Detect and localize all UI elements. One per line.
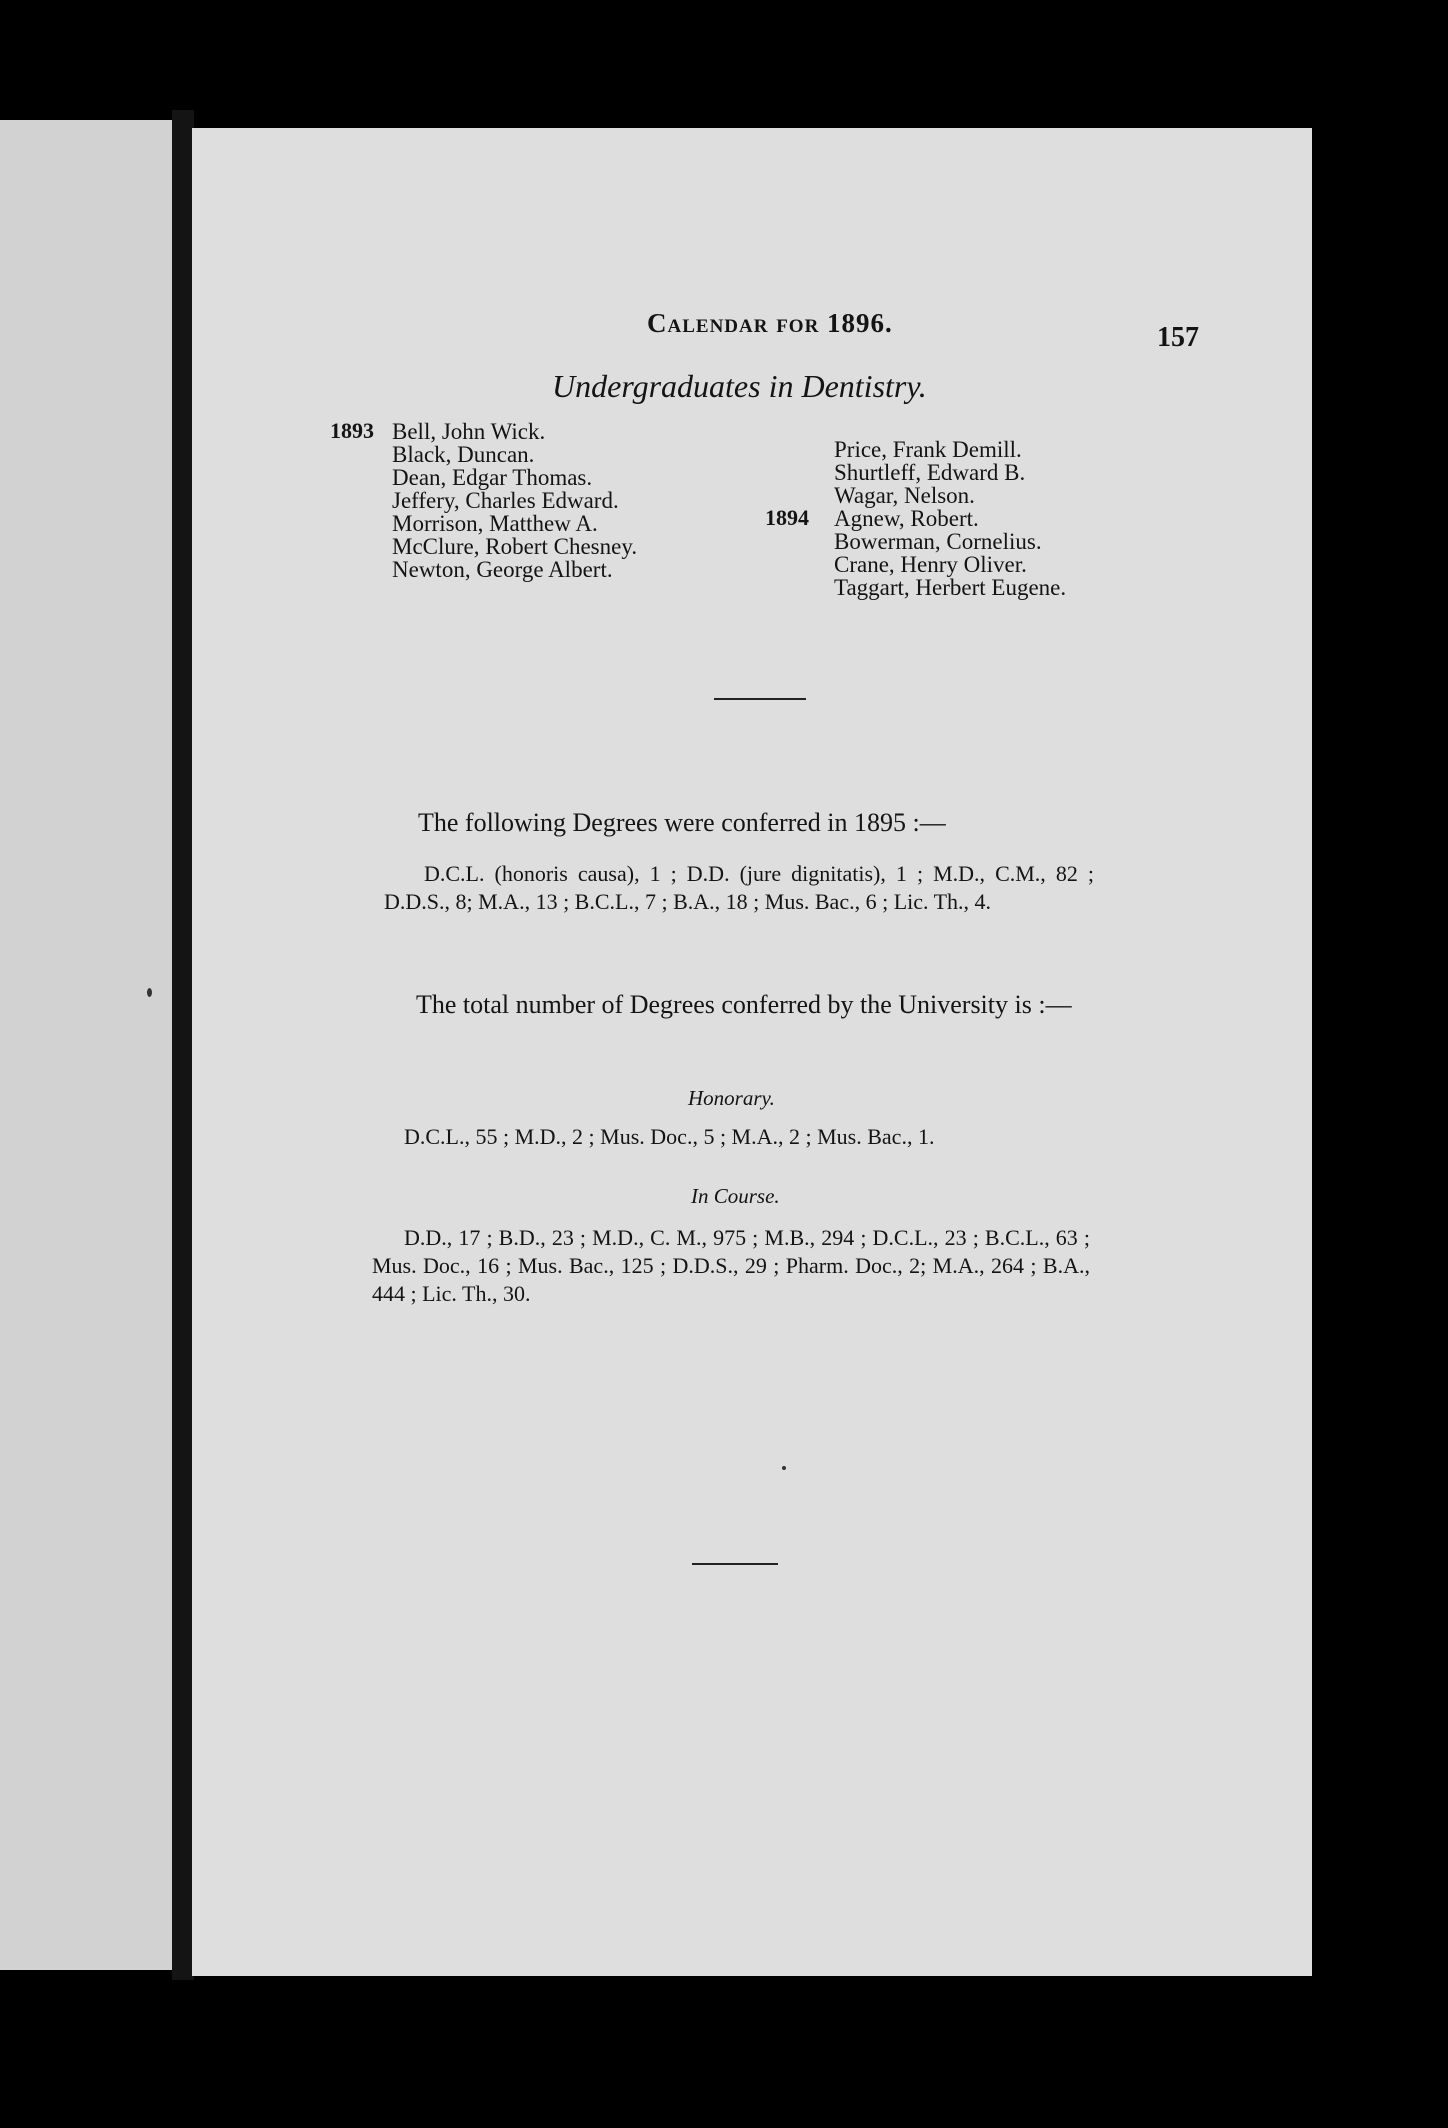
- section-title: Undergraduates in Dentistry.: [552, 368, 927, 404]
- page-number: 157: [1157, 322, 1199, 353]
- student-name: Jeffery, Charles Edward.: [392, 488, 619, 513]
- total-degrees-intro: The total number of Degrees conferred by the University is :—: [416, 990, 1072, 1019]
- scan-speck: [147, 988, 152, 997]
- name-list-right: [834, 438, 1066, 599]
- student-name: McClure, Robert Chesney.: [392, 534, 638, 559]
- student-name: Taggart, Herbert Eugene.: [834, 575, 1067, 600]
- name-list-left: [392, 420, 637, 581]
- year-label-1894: 1894: [765, 505, 809, 530]
- page: [192, 128, 1312, 1976]
- student-name: Wagar, Nelson.: [834, 483, 975, 508]
- book-gutter: [172, 110, 194, 1980]
- degrees-1895-list: D.C.L. (honoris causa), 1 ; D.D. (jure dignitatis), 1 ; M.D., C.M., 82 ; D.D.S., 8; M.A., 13 ; B.C.L., 7 ; B.A., 18 ; Mus. Bac., 6 ; Lic. Th., 4.: [384, 861, 1094, 914]
- student-name: Crane, Henry Oliver.: [834, 552, 1027, 577]
- in-course-list: D.D., 17 ; B.D., 23 ; M.D., C. M., 975 ; M.B., 294 ; D.C.L., 23 ; B.C.L., 63 ; Mus. Doc., 16 ; Mus. Bac., 125 ; D.D.S., 29 ; Pharm. Doc., 2; M.A., 264 ; B.A., 444 ; Lic. Th., 30.: [372, 1225, 1090, 1306]
- in-course-heading: In Course.: [691, 1184, 780, 1208]
- student-name: Dean, Edgar Thomas.: [392, 465, 593, 490]
- closing-rule: [692, 1563, 778, 1565]
- student-name: Morrison, Matthew A.: [392, 511, 598, 536]
- student-name: Bell, John Wick.: [392, 419, 546, 444]
- student-name: Price, Frank Demill.: [834, 437, 1022, 462]
- year-label-1893: 1893: [330, 418, 374, 443]
- running-header: Calendar for 1896.: [647, 308, 893, 338]
- honorary-list: D.C.L., 55 ; M.D., 2 ; Mus. Doc., 5 ; M.A., 2 ; Mus. Bac., 1.: [404, 1124, 935, 1149]
- student-name: Bowerman, Cornelius.: [834, 529, 1042, 554]
- facing-page-fragment: [0, 120, 172, 1970]
- degrees-1895-intro: The following Degrees were conferred in 1895 :—: [418, 808, 946, 837]
- section-rule: [714, 698, 806, 700]
- student-name: Black, Duncan.: [392, 442, 535, 467]
- scan-speck: [782, 1466, 786, 1470]
- student-name: Shurtleff, Edward B.: [834, 460, 1026, 485]
- student-name: Newton, George Albert.: [392, 557, 613, 582]
- student-name: Agnew, Robert.: [834, 506, 979, 531]
- honorary-heading: Honorary.: [688, 1086, 775, 1110]
